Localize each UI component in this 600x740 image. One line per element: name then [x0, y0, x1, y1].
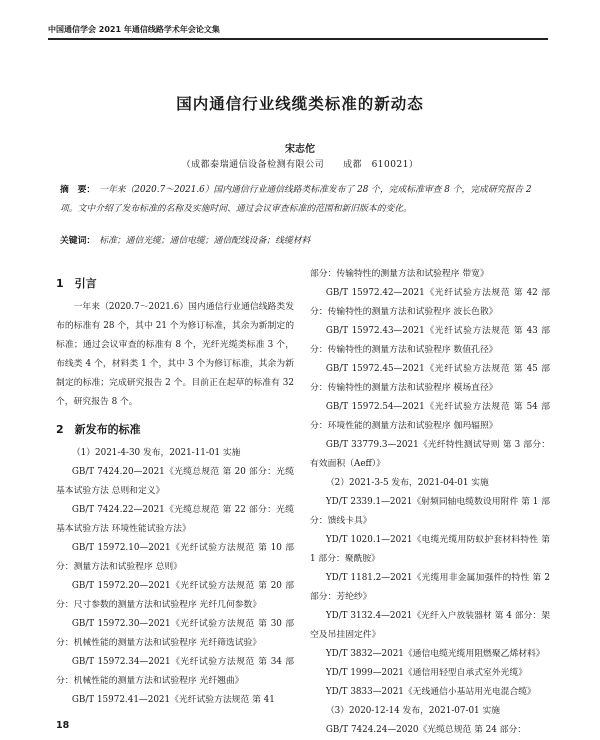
right-column [310, 265, 550, 740]
standard-item: YD/T 1999—2021《通信用轻型自承式室外光缆》 [325, 668, 528, 678]
standard-item: YD/T 3132.4—2021《光纤入户放装器材 第 4 部分：架空及吊挂固定件》 [310, 611, 550, 640]
keywords [60, 233, 532, 249]
left-column [56, 270, 294, 710]
standard-item: GB/T 7424.24—2020《光缆总规范 第 24 部分： [325, 725, 527, 735]
standard-item: YD/T 3833—2021《无线通信小基站用光电混合缆》 [325, 687, 536, 697]
author-name: 宋志佗 [285, 144, 315, 155]
abstract-text: 一年来（2020.7～2021.6）国内通信行业通信线路类标准发布了 28 个，完成标准审查 8 个，完成研究报告 2 项。文中介绍了发布标准的名称及实施时间、通过会议审查标准的范围和新旧版本的变化。 [60, 185, 532, 214]
standard-item: GB/T 33779.3—2021《光纤特性测试导则 第 3 部分：有效面积（Aeff）》 [310, 440, 550, 469]
abstract-label: 摘 要： [60, 185, 96, 195]
standard-item: YD/T 1181.2—2021《光缆用非金属加强件的特性 第 2 部分：芳纶纱》 [310, 573, 550, 602]
standard-item: GB/T 15972.45—2021《光纤试验方法规范 第 45 部分：传输特性的测量方法和试验程序 模场直径》 [310, 364, 550, 393]
standard-item: GB/T 7424.20—2021《光缆总规范 第 20 部分：光缆基本试验方法 总则和定义》 [56, 467, 294, 496]
standard-item: GB/T 15972.41—2021《光纤试验方法规范 第 41 [71, 695, 275, 705]
keywords-text: 标准；通信光缆；通信电缆；通信配线设备；线缆材料 [99, 236, 311, 246]
standard-item: GB/T 7424.22—2021《光缆总规范 第 22 部分：光缆基本试验方法 环境性能试验方法》 [56, 505, 294, 534]
section-heading-new-standards: 2 新发布的标准 [56, 423, 141, 436]
intro-paragraph: 一年来（2020.7～2021.6）国内通信行业通信线路类发布的标准有 28 个，其中 21 个为修订标准，其余为新制定的标准；通过会议审查的标准有 8 个，光纤光缆类标准 3 个，布线类 4 个，材料类 1 个，其中 3 个为修订标准，其余为新制定的标准；完成研究报告 2 个。目前正在起草的标准有 32 个，研究报告 8 个。 [56, 302, 294, 407]
standard-item: GB/T 15972.10—2021《光纤试验方法规范 第 10 部分：测量方法和试验程序 总则》 [56, 543, 294, 572]
standard-item: YD/T 2339.1—2021《射频同轴电缆数设用附件 第 1 部分：馈线卡具》 [310, 497, 550, 526]
standard-item: YD/T 3832—2021《通信电缆光缆用阻燃聚乙烯材料》 [325, 649, 545, 659]
standard-item-continued: 部分：传输特性的测量方法和试验程序 带宽》 [310, 269, 489, 279]
standard-item: GB/T 15972.43—2021《光纤试验方法规范 第 43 部分：传输特性的测量方法和试验程序 数值孔径》 [310, 326, 550, 355]
affiliation: （成都泰瑞通信设备检测有限公司 成都 610021） [181, 160, 419, 170]
standard-item: GB/T 15972.34—2021《光纤试验方法规范 第 34 部分：机械性能的测量方法和试验程序 光纤翘曲》 [56, 657, 294, 686]
section-heading-intro: 1 引言 [56, 277, 97, 290]
keywords-label: 关键词： [60, 236, 96, 246]
running-head: 中国通信学会 2021 年通信线路学术年会论文集 [48, 24, 548, 40]
standard-item: GB/T 15972.42—2021《光纤试验方法规范 第 42 部分：传输特性的测量方法和试验程序 波长色散》 [310, 288, 550, 317]
standard-item: GB/T 15972.30—2021《光纤试验方法规范 第 30 部分：机械性能的测量方法和试验程序 光纤筛选试验》 [56, 619, 294, 648]
group-title: （1）2021-4-30 发布，2021-11-01 实施 [71, 448, 241, 458]
standard-item: GB/T 15972.20—2021《光纤试验方法规范 第 20 部分：尺寸参数的测量方法和试验程序 光纤几何参数》 [56, 581, 294, 610]
standard-item: YD/T 1020.1—2021《电缆光缆用防蚁护套材料特性 第 1 部分：聚酰胺》 [310, 535, 550, 564]
page-number: 18 [56, 720, 70, 731]
group-title: （3）2020-12-14 发布，2021-07-01 实施 [325, 706, 501, 716]
group-title: （2）2021-3-5 发布，2021-04-01 实施 [325, 478, 489, 488]
paper-title: 国内通信行业线缆类标准的新动态 [176, 95, 424, 113]
standard-item: GB/T 15972.54—2021《光纤试验方法规范 第 54 部分：环境性能的测量方法和试验程序 伽玛辐照》 [310, 402, 550, 431]
abstract [60, 181, 532, 219]
